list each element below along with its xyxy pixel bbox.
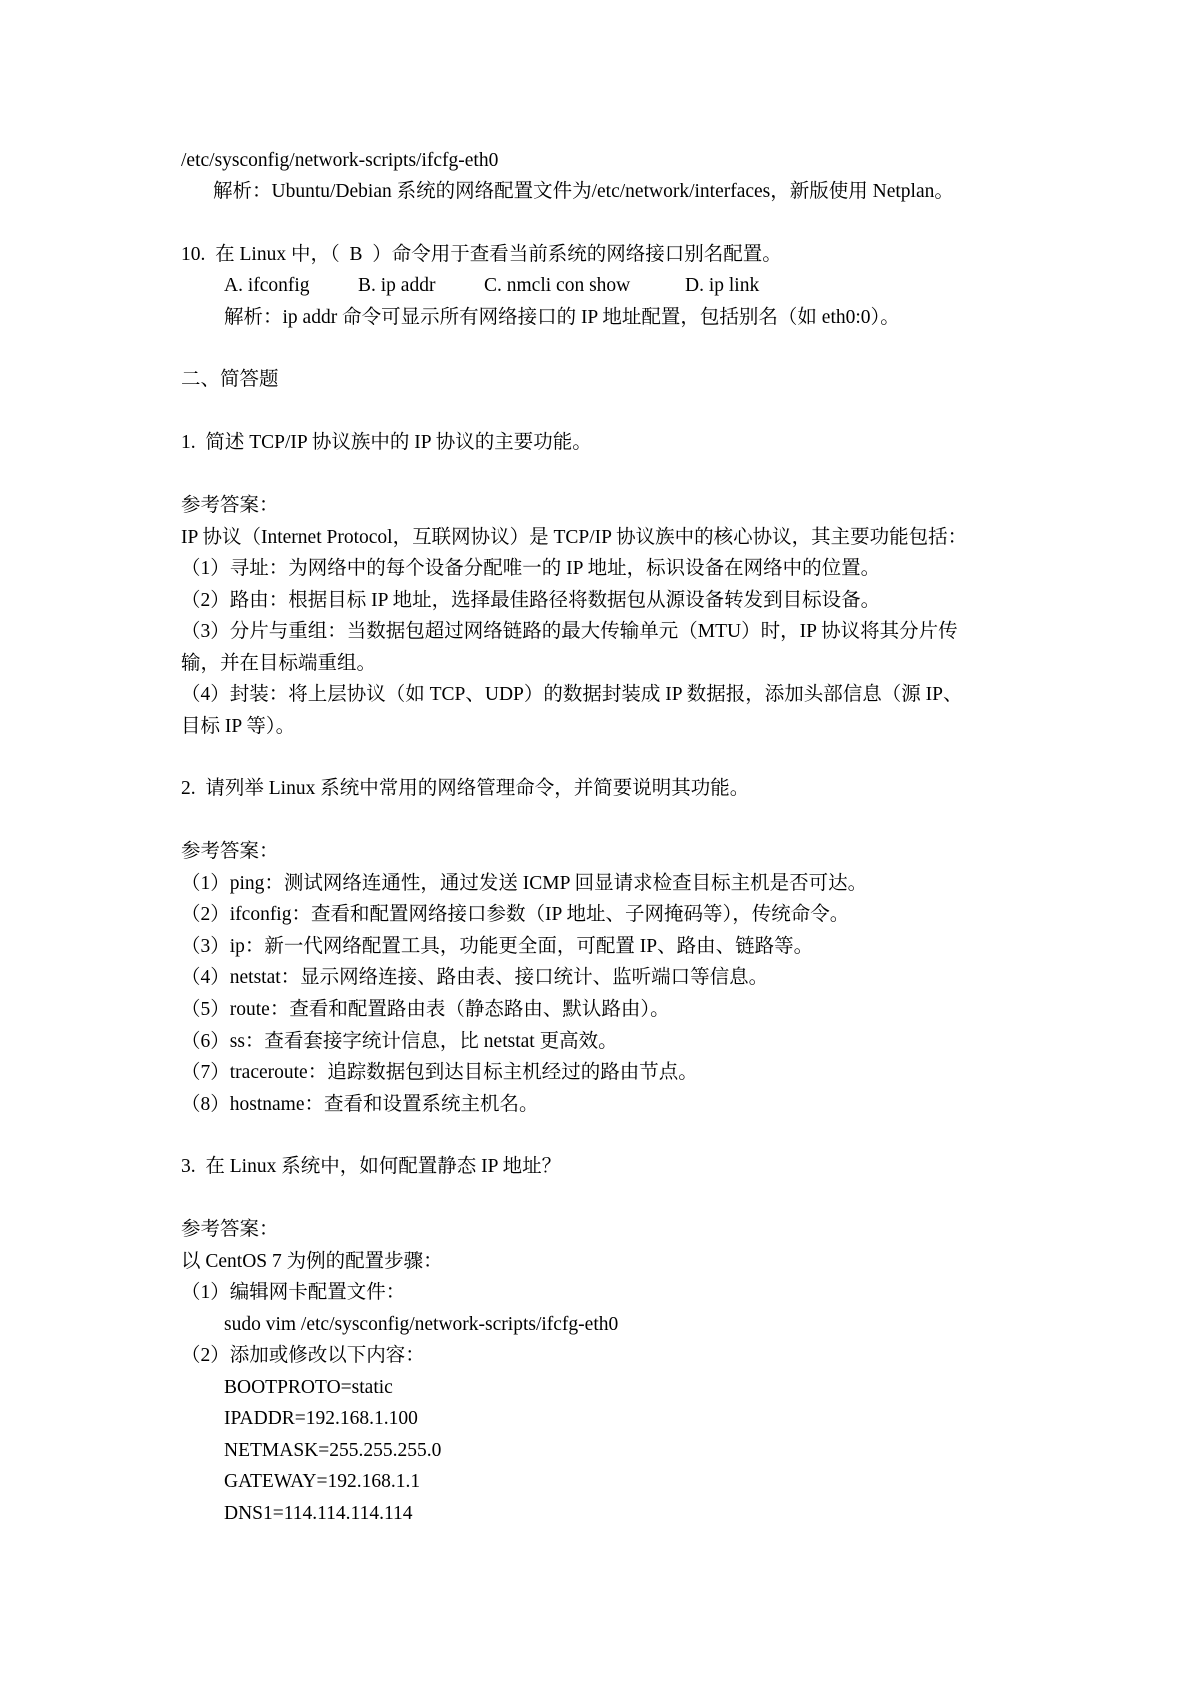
sq3-step1: （1）编辑网卡配置文件：: [181, 1282, 406, 1303]
sq1-line: （4）封装：将上层协议（如 TCP、UDP）的数据封装成 IP 数据报，添加头部信息（源 IP、: [181, 684, 963, 705]
sq3-intro: 以 CentOS 7 为例的配置步骤：: [181, 1251, 443, 1272]
sq2-line: （7）traceroute：追踪数据包到达目标主机经过的路由节点。: [181, 1062, 698, 1083]
sq1-line: （1）寻址：为网络中的每个设备分配唯一的 IP 地址，标识设备在网络中的位置。: [181, 558, 881, 579]
sq2-question: 2. 请列举 Linux 系统中常用的网络管理命令，并简要说明其功能。: [181, 778, 750, 799]
section-title: 二、简答题: [181, 369, 279, 390]
sq1-answer-label: 参考答案：: [181, 495, 279, 516]
sq2-answer-label: 参考答案：: [181, 841, 279, 862]
sq1-line: 目标 IP 等）。: [181, 716, 296, 737]
q10-option-b: B. ip addr: [358, 275, 436, 296]
sq3-step1-command: sudo vim /etc/sysconfig/network-scripts/ifcfg-eth0: [224, 1314, 619, 1335]
config-line: DNS1=114.114.114.114: [224, 1503, 413, 1524]
sq2-line: （8）hostname：查看和设置系统主机名。: [181, 1094, 539, 1115]
config-line: GATEWAY=192.168.1.1: [224, 1471, 421, 1492]
q10-analysis: 解析：ip addr 命令可显示所有网络接口的 IP 地址配置，包括别名（如 eth0:0）。: [224, 307, 900, 328]
sq1-line: （2）路由：根据目标 IP 地址，选择最佳路径将数据包从源设备转发到目标设备。: [181, 590, 881, 611]
sq3-question: 3. 在 Linux 系统中，如何配置静态 IP 地址？: [181, 1156, 562, 1177]
config-line: NETMASK=255.255.255.0: [224, 1440, 442, 1461]
q10-option-a: A. ifconfig: [224, 275, 310, 296]
config-line: BOOTPROTO=static: [224, 1377, 393, 1398]
sq1-line: （3）分片与重组：当数据包超过网络链路的最大传输单元（MTU）时，IP 协议将其分片传: [181, 621, 958, 642]
sq3-step2: （2）添加或修改以下内容：: [181, 1345, 425, 1366]
sq1-question: 1. 简述 TCP/IP 协议族中的 IP 协议的主要功能。: [181, 432, 592, 453]
sq1-intro: IP 协议（Internet Protocol，互联网协议）是 TCP/IP 协议族中的核心协议，其主要功能包括：: [181, 527, 968, 548]
q10-question: 10. 在 Linux 中，（ B ）命令用于查看当前系统的网络接口别名配置。: [181, 244, 782, 265]
config-line: IPADDR=192.168.1.100: [224, 1408, 418, 1429]
config-file-path: /etc/sysconfig/network-scripts/ifcfg-eth0: [181, 150, 499, 171]
q10-option-d: D. ip link: [685, 275, 760, 296]
sq2-line: （1）ping：测试网络连通性，通过发送 ICMP 回显请求检查目标主机是否可达。: [181, 873, 868, 894]
sq2-line: （3）ip：新一代网络配置工具，功能更全面，可配置 IP、路由、链路等。: [181, 936, 814, 957]
sq2-line: （5）route：查看和配置路由表（静态路由、默认路由）。: [181, 999, 670, 1020]
q10-options: [224, 274, 764, 298]
q10-option-c: C. nmcli con show: [484, 275, 631, 296]
sq2-line: （2）ifconfig：查看和配置网络接口参数（IP 地址、子网掩码等），传统命令。: [181, 904, 850, 925]
sq3-answer-label: 参考答案：: [181, 1219, 279, 1240]
sq2-line: （6）ss：查看套接字统计信息，比 netstat 更高效。: [181, 1031, 618, 1052]
sq1-line: 输，并在目标端重组。: [181, 653, 377, 674]
q9-analysis: 解析：Ubuntu/Debian 系统的网络配置文件为/etc/network/interfaces，新版使用 Netplan。: [213, 181, 954, 202]
sq2-line: （4）netstat：显示网络连接、路由表、接口统计、监听端口等信息。: [181, 967, 769, 988]
